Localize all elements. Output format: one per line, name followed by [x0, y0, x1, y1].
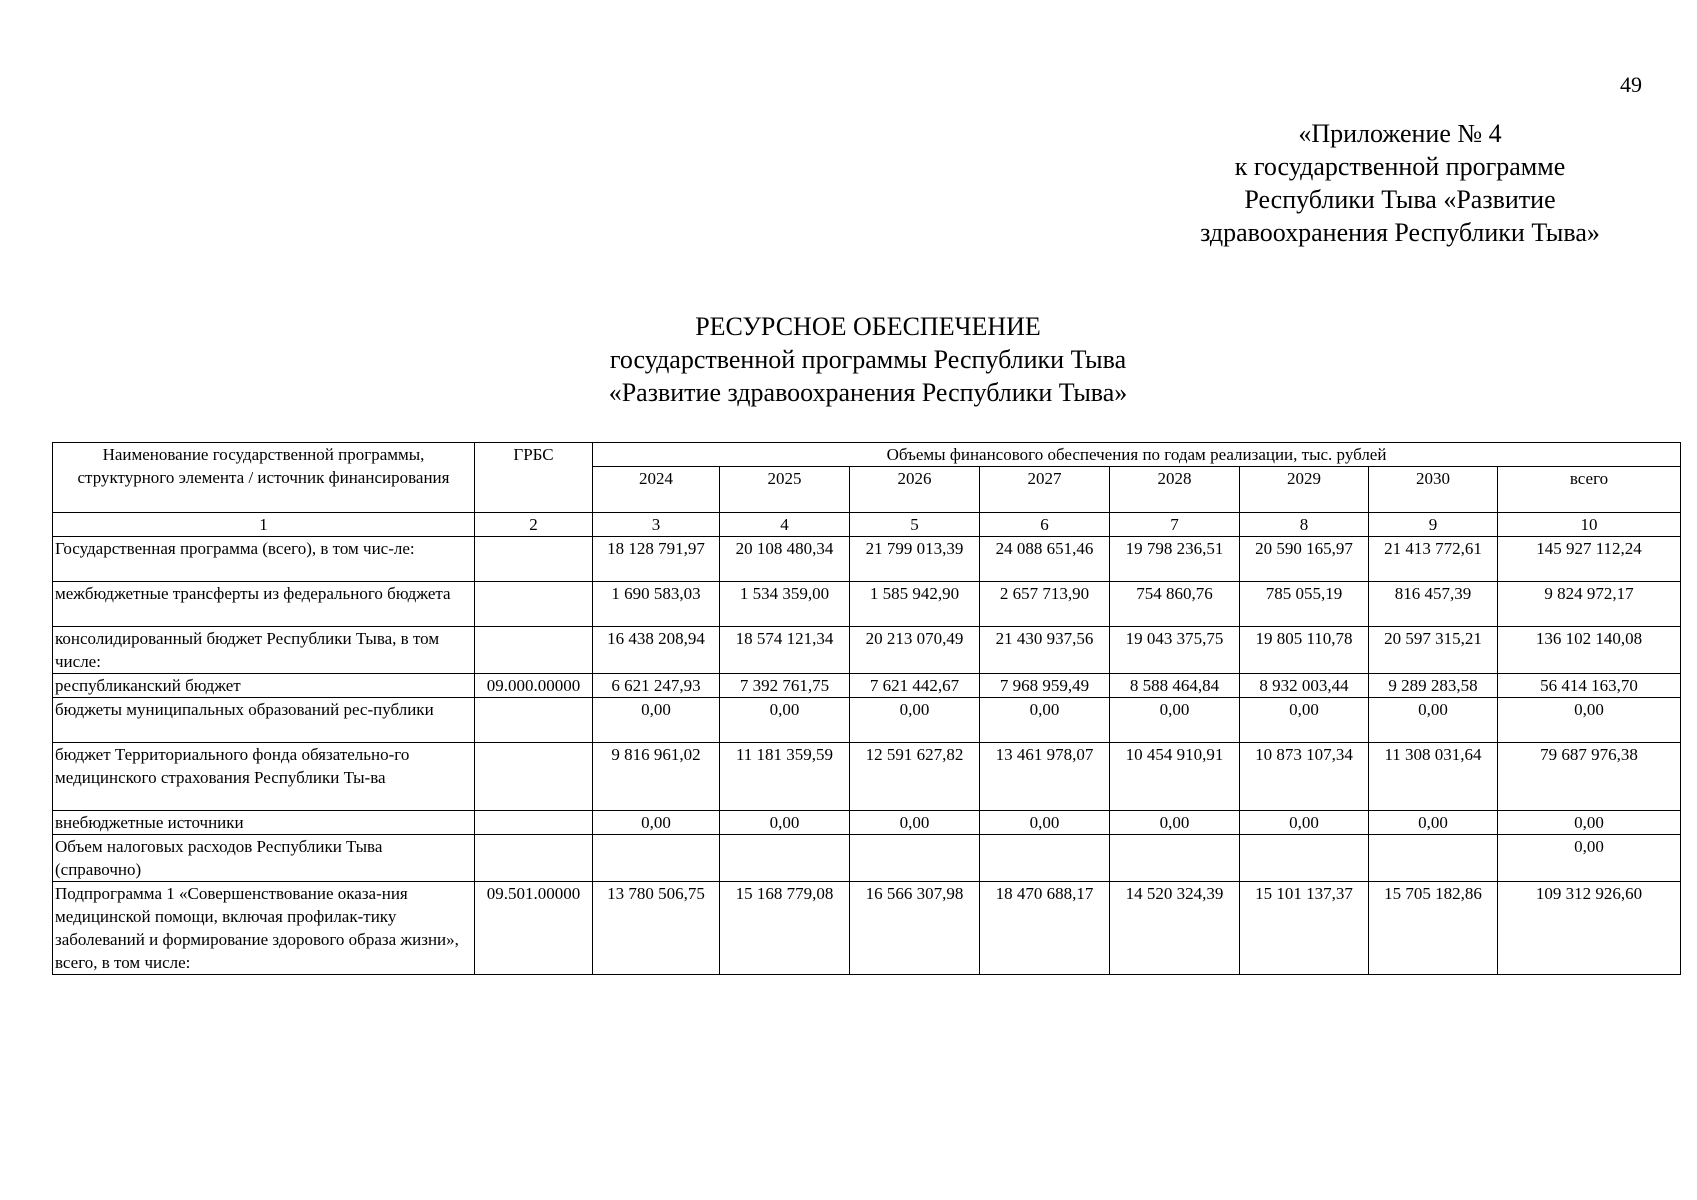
row-value: 8 932 003,44 — [1240, 674, 1369, 698]
row-value: 7 621 442,67 — [850, 674, 980, 698]
row-value: 56 414 163,70 — [1498, 674, 1681, 698]
row-value: 0,00 — [980, 811, 1110, 835]
column-number: 10 — [1498, 513, 1681, 537]
row-grbs: 09.000.00000 — [475, 674, 593, 698]
row-value: 10 873 107,34 — [1240, 743, 1369, 811]
header-year: 2030 — [1369, 467, 1498, 513]
row-value: 20 108 480,34 — [720, 537, 850, 582]
table-row — [53, 674, 1681, 698]
row-value — [1369, 835, 1498, 882]
row-value: 0,00 — [720, 811, 850, 835]
row-value: 0,00 — [850, 811, 980, 835]
header-volumes: Объемы финансового обеспечения по годам реализации, тыс. рублей — [593, 443, 1681, 467]
row-name: Подпрограмма 1 «Совершенствование оказа-ния медицинской помощи, включая профилак-тику заболеваний и формирование здорового образа жизни», всего, в том числе: — [53, 882, 475, 975]
header-year: 2026 — [850, 467, 980, 513]
page-number: 49 — [1620, 72, 1642, 97]
column-number: 2 — [475, 513, 593, 537]
row-value: 6 621 247,93 — [593, 674, 720, 698]
row-value: 20 590 165,97 — [1240, 537, 1369, 582]
row-name: консолидированный бюджет Республики Тыва, в том числе: — [53, 627, 475, 674]
row-value: 20 213 070,49 — [850, 627, 980, 674]
table-row — [53, 811, 1681, 835]
column-number: 4 — [720, 513, 850, 537]
row-name: внебюджетные источники — [53, 811, 475, 835]
row-value: 785 055,19 — [1240, 582, 1369, 627]
row-value — [980, 835, 1110, 882]
appendix-line: к государственной программе — [1234, 152, 1566, 181]
row-value: 14 520 324,39 — [1110, 882, 1240, 975]
row-grbs — [475, 698, 593, 743]
appendix-line: Республики Тыва «Развитие — [1244, 185, 1556, 214]
table-row — [53, 582, 1681, 627]
header-year: 2024 — [593, 467, 720, 513]
row-name: республиканский бюджет — [53, 674, 475, 698]
table-row — [53, 743, 1681, 811]
column-number: 8 — [1240, 513, 1369, 537]
row-value: 8 588 464,84 — [1110, 674, 1240, 698]
row-value: 1 690 583,03 — [593, 582, 720, 627]
row-value: 9 289 283,58 — [1369, 674, 1498, 698]
table-row — [53, 835, 1681, 882]
row-value: 0,00 — [1110, 811, 1240, 835]
row-name: межбюджетные трансферты из федерального бюджета — [53, 582, 475, 627]
row-value: 79 687 976,38 — [1498, 743, 1681, 811]
header-year: 2028 — [1110, 467, 1240, 513]
header-grbs: ГРБС — [475, 443, 593, 513]
row-value: 9 816 961,02 — [593, 743, 720, 811]
row-value — [593, 835, 720, 882]
row-value: 15 101 137,37 — [1240, 882, 1369, 975]
row-value: 19 798 236,51 — [1110, 537, 1240, 582]
row-value: 15 168 779,08 — [720, 882, 850, 975]
row-grbs — [475, 811, 593, 835]
row-value: 109 312 926,60 — [1498, 882, 1681, 975]
row-grbs: 09.501.00000 — [475, 882, 593, 975]
column-number: 9 — [1369, 513, 1498, 537]
row-value: 0,00 — [1498, 698, 1681, 743]
row-value: 7 968 959,49 — [980, 674, 1110, 698]
header-year: 2027 — [980, 467, 1110, 513]
table-row — [53, 627, 1681, 674]
title-line: «Развитие здравоохранения Республики Тыва» — [608, 378, 1128, 407]
row-value: 0,00 — [1240, 698, 1369, 743]
header-year: 2025 — [720, 467, 850, 513]
header-year: 2029 — [1240, 467, 1369, 513]
row-value: 20 597 315,21 — [1369, 627, 1498, 674]
row-value: 0,00 — [1369, 698, 1498, 743]
title-line: государственной программы Республики Тыва — [609, 345, 1127, 374]
row-value: 1 585 942,90 — [850, 582, 980, 627]
row-grbs — [475, 582, 593, 627]
row-value: 18 574 121,34 — [720, 627, 850, 674]
row-value: 10 454 910,91 — [1110, 743, 1240, 811]
row-name: бюджеты муниципальных образований рес-публики — [53, 698, 475, 743]
row-value — [1240, 835, 1369, 882]
table-row — [53, 698, 1681, 743]
row-value: 21 799 013,39 — [850, 537, 980, 582]
row-value — [1110, 835, 1240, 882]
row-value: 816 457,39 — [1369, 582, 1498, 627]
row-value: 21 430 937,56 — [980, 627, 1110, 674]
row-value: 19 805 110,78 — [1240, 627, 1369, 674]
table-row — [53, 537, 1681, 582]
row-value: 0,00 — [1110, 698, 1240, 743]
row-value: 0,00 — [593, 811, 720, 835]
row-value: 0,00 — [1498, 835, 1681, 882]
resource-table — [52, 442, 1681, 975]
row-grbs — [475, 627, 593, 674]
row-value: 13 461 978,07 — [980, 743, 1110, 811]
row-value: 18 470 688,17 — [980, 882, 1110, 975]
appendix-note — [1120, 117, 1680, 249]
row-name: бюджет Территориального фонда обязательно-го медицинского страхования Республики Ты-ва — [53, 743, 475, 811]
row-value: 0,00 — [720, 698, 850, 743]
appendix-line: здравоохранения Республики Тыва» — [1200, 218, 1600, 247]
row-grbs — [475, 537, 593, 582]
row-name: Объем налоговых расходов Республики Тыва (справочно) — [53, 835, 475, 882]
column-number: 5 — [850, 513, 980, 537]
row-value: 9 824 972,17 — [1498, 582, 1681, 627]
column-number: 1 — [53, 513, 475, 537]
table-row — [53, 882, 1681, 975]
row-value: 13 780 506,75 — [593, 882, 720, 975]
row-value: 18 128 791,97 — [593, 537, 720, 582]
row-value: 0,00 — [850, 698, 980, 743]
header-year: всего — [1498, 467, 1681, 513]
row-value: 16 438 208,94 — [593, 627, 720, 674]
row-value: 11 181 359,59 — [720, 743, 850, 811]
row-grbs — [475, 743, 593, 811]
row-value — [850, 835, 980, 882]
title-line: РЕСУРСНОЕ ОБЕСПЕЧЕНИЕ — [695, 312, 1041, 341]
column-number: 7 — [1110, 513, 1240, 537]
row-value: 0,00 — [593, 698, 720, 743]
row-value: 0,00 — [1240, 811, 1369, 835]
row-value: 136 102 140,08 — [1498, 627, 1681, 674]
row-value: 0,00 — [1369, 811, 1498, 835]
column-number: 6 — [980, 513, 1110, 537]
row-value: 19 043 375,75 — [1110, 627, 1240, 674]
row-grbs — [475, 835, 593, 882]
row-value: 754 860,76 — [1110, 582, 1240, 627]
row-value: 1 534 359,00 — [720, 582, 850, 627]
row-value: 24 088 651,46 — [980, 537, 1110, 582]
column-number: 3 — [593, 513, 720, 537]
row-value: 0,00 — [980, 698, 1110, 743]
row-name: Государственная программа (всего), в том чис-ле: — [53, 537, 475, 582]
row-value: 145 927 112,24 — [1498, 537, 1681, 582]
row-value: 11 308 031,64 — [1369, 743, 1498, 811]
row-value: 16 566 307,98 — [850, 882, 980, 975]
row-value: 21 413 772,61 — [1369, 537, 1498, 582]
appendix-line: «Приложение № 4 — [1298, 119, 1502, 148]
row-value: 12 591 627,82 — [850, 743, 980, 811]
header-name: Наименование государственной программы, структурного элемента / источник финансирования — [53, 443, 475, 513]
row-value: 7 392 761,75 — [720, 674, 850, 698]
row-value: 15 705 182,86 — [1369, 882, 1498, 975]
document-title — [50, 310, 1686, 409]
row-value — [720, 835, 850, 882]
row-value: 2 657 713,90 — [980, 582, 1110, 627]
row-value: 0,00 — [1498, 811, 1681, 835]
